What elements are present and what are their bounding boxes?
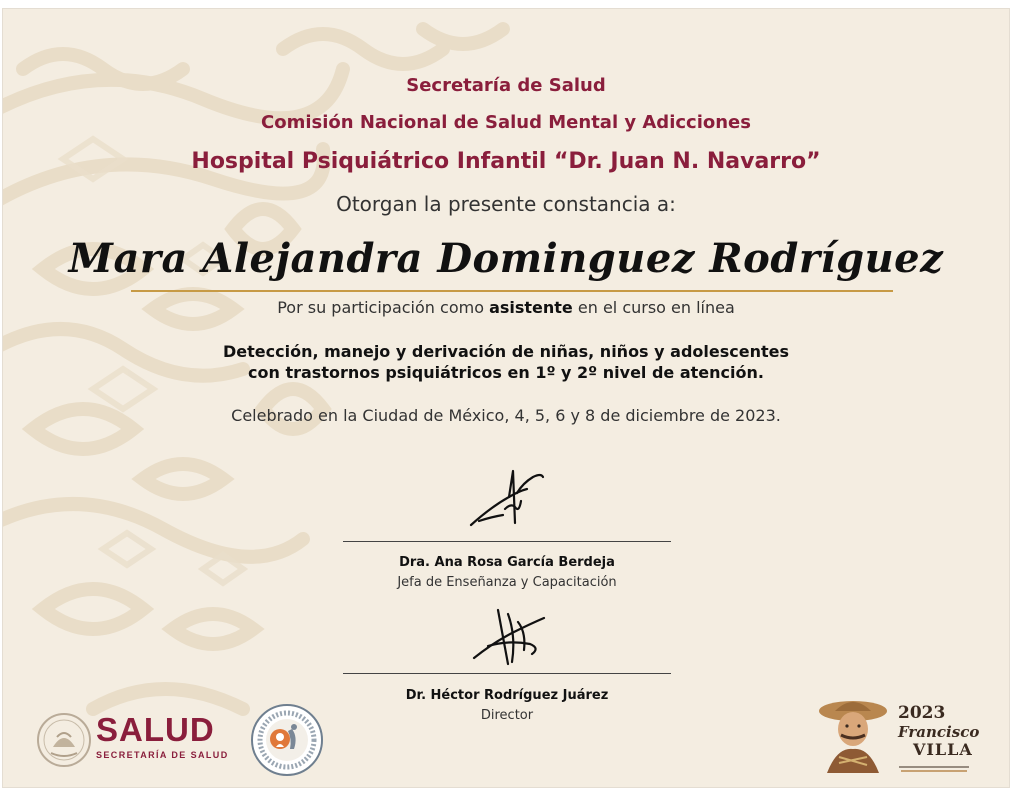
salud-subtitle: SECRETARÍA DE SALUD xyxy=(96,750,229,760)
villa-last-name: VILLA xyxy=(913,740,973,759)
grant-text: Otorgan la presente constancia a: xyxy=(336,192,676,216)
signature-2-image xyxy=(468,602,550,672)
course-title-line2: con trastornos psiquiátricos en 1º y 2º nivel de atención. xyxy=(248,363,764,382)
salud-logo xyxy=(96,712,236,760)
participation-before: Por su participación como xyxy=(277,298,490,317)
name-underline xyxy=(131,290,893,292)
coat-of-arms-icon xyxy=(35,711,93,769)
villa-year: 2023 xyxy=(898,703,946,723)
participation-after: en el curso en línea xyxy=(572,298,735,317)
comision-title: Comisión Nacional de Salud Mental y Adicciones xyxy=(261,112,751,133)
signer-2-role: Director xyxy=(480,708,534,723)
course-title-line1: Detección, manejo y derivación de niñas, niños y adolescentes xyxy=(222,342,789,361)
signature-1-line xyxy=(343,541,671,542)
certificate xyxy=(2,8,1010,788)
participation-role: asistente xyxy=(489,298,573,317)
secretaria-title: Secretaría de Salud xyxy=(406,75,606,96)
participation-text xyxy=(3,298,1009,317)
hospital-title: Hospital Psiquiátrico Infantil “Dr. Juan N. Navarro” xyxy=(191,149,821,174)
salud-wordmark: SALUD xyxy=(96,711,215,748)
signature-1-image xyxy=(461,463,549,539)
recipient-name: Mara Alejandra Dominguez Rodríguez xyxy=(68,235,944,282)
signature-2-line xyxy=(343,673,671,674)
signer-1-role: Jefa de Enseñanza y Capacitación xyxy=(397,575,617,590)
villa-first-name: Francisco xyxy=(898,723,980,741)
signer-2-name: Dr. Héctor Rodríguez Juárez xyxy=(405,688,609,703)
hospital-seal-icon xyxy=(250,703,324,777)
signer-1-name: Dra. Ana Rosa García Berdeja xyxy=(399,555,615,570)
celebration-text: Celebrado en la Ciudad de México, 4, 5, 6 y 8 de diciembre de 2023. xyxy=(231,406,781,425)
